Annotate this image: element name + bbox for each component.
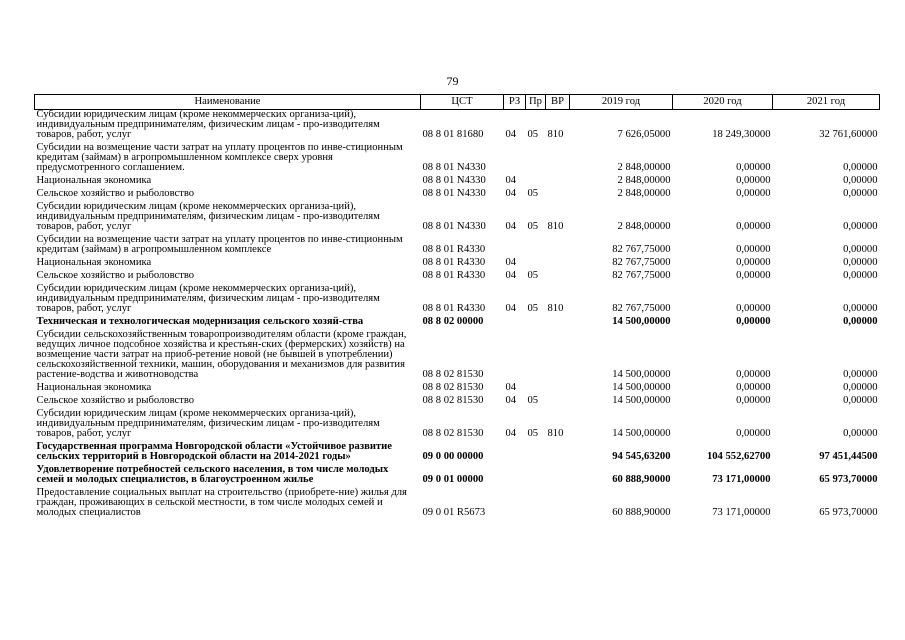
table-row: [35, 268, 880, 281]
table-row: [35, 327, 880, 380]
row-2019: 7 626,05000: [617, 129, 671, 140]
row-vr: 810: [547, 303, 564, 314]
row-pr: [526, 255, 546, 268]
table-row: [35, 232, 880, 255]
row-name: Субсидии юридическим лицам (кроме некоммерческих организа-ций), индивидуальным предпринимателям, физическим лицам - про-изводителям товаров, работ, услуг: [36, 109, 380, 140]
row-vr: [546, 327, 570, 380]
table-row: [35, 186, 880, 199]
row-rz: [504, 485, 526, 518]
table-row: [35, 281, 880, 314]
row-pr: 05: [527, 129, 539, 140]
row-2020: 73 171,00000: [712, 474, 771, 485]
row-2019: 94 545,63200: [612, 451, 671, 462]
row-pr: [526, 462, 546, 485]
row-2020: 18 249,30000: [712, 129, 771, 140]
row-vr: 810: [547, 221, 564, 232]
table-row: [35, 393, 880, 406]
row-name: Национальная экономика: [36, 175, 152, 186]
row-rz: 04: [505, 382, 517, 393]
row-name: Предоставление социальных выплат на строительство (приобрете-ние) жилья для граждан, проживающих в сельской местности, в том числе молодых семей и молодых специалистов: [36, 487, 407, 518]
row-name: Сельское хозяйство и рыболовство: [36, 188, 195, 199]
row-vr: [546, 186, 570, 199]
row-2019: 60 888,90000: [612, 474, 671, 485]
row-pr: [526, 232, 546, 255]
row-2019: 14 500,00000: [612, 428, 671, 439]
table-row: [35, 173, 880, 186]
row-2020: 0,00000: [736, 303, 771, 314]
row-pr: 05: [527, 395, 539, 406]
table-row: [35, 439, 880, 462]
row-cst: 09 0 00 00000: [422, 451, 484, 462]
row-2019: 2 848,00000: [617, 162, 671, 173]
row-name: Субсидии юридическим лицам (кроме некоммерческих организа-ций), индивидуальным предпринимателям, физическим лицам - про-изводителям товаров, работ, услуг: [36, 201, 380, 232]
table-row: [35, 380, 880, 393]
row-rz: 04: [505, 129, 517, 140]
row-2019: 2 848,00000: [617, 221, 671, 232]
row-vr: [546, 485, 570, 518]
row-cst: 08 8 01 R4330: [422, 303, 486, 314]
row-pr: 05: [527, 188, 539, 199]
row-name: Субсидии юридическим лицам (кроме некоммерческих организа-ций), индивидуальным предпринимателям, физическим лицам - про-изводителям товаров, работ, услуг: [36, 283, 380, 314]
row-cst: 08 8 01 R4330: [422, 244, 486, 255]
row-vr: [546, 268, 570, 281]
table-header-row: [35, 95, 880, 110]
row-2021: 65 973,70000: [819, 507, 878, 518]
row-rz: 04: [505, 257, 517, 268]
table-row: [35, 199, 880, 232]
row-cst: 08 8 02 00000: [422, 316, 484, 327]
row-pr: 05: [527, 270, 539, 281]
row-vr: [546, 255, 570, 268]
row-vr: [546, 232, 570, 255]
row-2019: 14 500,00000: [612, 316, 671, 327]
row-rz: 04: [505, 175, 517, 186]
row-pr: [526, 380, 546, 393]
row-rz: 04: [505, 303, 517, 314]
header-2020: 2020 год: [673, 95, 773, 110]
budget-table: [34, 94, 880, 518]
table-body: [35, 110, 880, 519]
row-2020: 0,00000: [736, 382, 771, 393]
row-2021: 65 973,70000: [819, 474, 878, 485]
row-vr: 810: [547, 428, 564, 439]
header-2019: 2019 год: [570, 95, 673, 110]
table-row: [35, 462, 880, 485]
row-pr: 05: [527, 303, 539, 314]
header-name: Наименование: [35, 95, 421, 110]
row-2021: 0,00000: [843, 428, 878, 439]
row-cst: 08 8 02 81530: [422, 428, 484, 439]
row-vr: [546, 462, 570, 485]
row-cst: 08 8 01 N4330: [422, 188, 486, 199]
row-rz: [504, 232, 526, 255]
table-row: [35, 485, 880, 518]
row-name: Национальная экономика: [36, 382, 152, 393]
table-row: [35, 110, 880, 141]
row-pr: [526, 327, 546, 380]
row-pr: [526, 439, 546, 462]
row-cst: 09 0 01 R5673: [422, 507, 486, 518]
page-number: 79: [446, 74, 459, 88]
row-rz: 04: [505, 395, 517, 406]
row-2020: 0,00000: [736, 428, 771, 439]
row-2020: 0,00000: [736, 244, 771, 255]
row-cst: 08 8 01 N4330: [422, 162, 486, 173]
table-row: [35, 314, 880, 327]
row-name: Сельское хозяйство и рыболовство: [36, 270, 195, 281]
row-2019: 14 500,00000: [612, 382, 671, 393]
row-name: Национальная экономика: [36, 257, 152, 268]
row-name: Удовлетворение потребностей сельского населения, в том числе молодых семей и молодых специалистов, в благоустроенном жилье: [36, 464, 389, 485]
row-vr: [546, 140, 570, 173]
row-2021: 0,00000: [843, 162, 878, 173]
row-rz: [504, 439, 526, 462]
row-cst: 08 8 01 81680: [422, 129, 484, 140]
row-pr: 05: [527, 221, 539, 232]
row-rz: [504, 462, 526, 485]
row-cst: 08 8 01 N4330: [422, 175, 486, 186]
table-row: [35, 406, 880, 439]
row-2021: 0,00000: [843, 257, 878, 268]
row-2020: 0,00000: [736, 221, 771, 232]
row-2020: 73 171,00000: [712, 507, 771, 518]
row-rz: [504, 140, 526, 173]
table-row: [35, 255, 880, 268]
row-cst: 09 0 01 00000: [422, 474, 484, 485]
row-pr: [526, 314, 546, 327]
row-2019: 14 500,00000: [612, 395, 671, 406]
row-name: Государственная программа Новгородской области «Устойчивое развитие сельских территорий в Новгородской области на 2014-2021 годы»: [36, 441, 392, 462]
row-2021: 0,00000: [843, 369, 878, 380]
row-cst: 08 8 02 81530: [422, 382, 484, 393]
row-2020: 0,00000: [736, 270, 771, 281]
row-cst: 08 8 01 R4330: [422, 270, 486, 281]
header-rz: РЗ: [504, 95, 526, 110]
row-2020: 0,00000: [736, 188, 771, 199]
row-pr: [526, 140, 546, 173]
row-2021: 0,00000: [843, 270, 878, 281]
row-rz: 04: [505, 188, 517, 199]
row-2020: 0,00000: [736, 369, 771, 380]
row-2019: 82 767,75000: [612, 257, 671, 268]
header-vr: ВР: [546, 95, 570, 110]
table-row: [35, 140, 880, 173]
row-rz: 04: [505, 428, 517, 439]
row-2021: 0,00000: [843, 188, 878, 199]
row-pr: [526, 173, 546, 186]
row-2020: 0,00000: [736, 395, 771, 406]
row-2021: 32 761,60000: [819, 129, 878, 140]
row-name: Субсидии юридическим лицам (кроме некоммерческих организа-ций), индивидуальным предпринимателям, физическим лицам - про-изводителям товаров, работ, услуг: [36, 408, 380, 439]
row-pr: 05: [527, 428, 539, 439]
row-rz: 04: [505, 270, 517, 281]
row-2021: 0,00000: [843, 175, 878, 186]
header-2021: 2021 год: [773, 95, 880, 110]
row-2019: 60 888,90000: [612, 507, 671, 518]
row-pr: [526, 485, 546, 518]
row-2021: 0,00000: [843, 303, 878, 314]
row-name: Субсидии на возмещение части затрат на уплату процентов по инве-стиционным кредитам (займам) в агропромышленном комплексе сверх уровня предусмотренного соглашением.: [36, 142, 403, 173]
row-vr: [546, 173, 570, 186]
row-2020: 0,00000: [736, 316, 771, 327]
row-vr: [546, 380, 570, 393]
row-name: Техническая и технологическая модернизация сельского хозяй-ства: [36, 316, 364, 327]
row-vr: 810: [547, 129, 564, 140]
row-cst: 08 8 02 81530: [422, 395, 484, 406]
row-2020: 104 552,62700: [706, 451, 771, 462]
row-2021: 0,00000: [843, 221, 878, 232]
row-2019: 14 500,00000: [612, 369, 671, 380]
row-2021: 0,00000: [843, 244, 878, 255]
row-rz: 04: [505, 221, 517, 232]
row-name: Сельское хозяйство и рыболовство: [36, 395, 195, 406]
row-2020: 0,00000: [736, 257, 771, 268]
row-2020: 0,00000: [736, 162, 771, 173]
row-rz: [504, 327, 526, 380]
row-2021: 0,00000: [843, 382, 878, 393]
row-2021: 0,00000: [843, 395, 878, 406]
header-cst: ЦСТ: [421, 95, 504, 110]
header-pr: Пр: [526, 95, 546, 110]
row-name: Субсидии сельскохозяйственным товаропроизводителям области (кроме граждан, ведущих личное подсобное хозяйства и крестьян-ских (фермерских) хозяйств) на возмещение части затрат на приоб-ретение новой (не бывшей в употреблении) сельскохозяйственной техники, машин, оборудования и механизмов для развития растение-водства и животноводства: [36, 329, 407, 380]
row-2020: 0,00000: [736, 175, 771, 186]
row-vr: [546, 439, 570, 462]
row-vr: [546, 314, 570, 327]
row-cst: 08 8 02 81530: [422, 369, 484, 380]
row-cst: 08 8 01 N4330: [422, 221, 486, 232]
row-name: Субсидии на возмещение части затрат на уплату процентов по инве-стиционным кредитам (займам) в агропромышленном комплексе: [36, 234, 403, 255]
row-2019: 82 767,75000: [612, 244, 671, 255]
row-2021: 97 451,44500: [819, 451, 878, 462]
row-2019: 2 848,00000: [617, 188, 671, 199]
row-rz: [504, 314, 526, 327]
row-2021: 0,00000: [843, 316, 878, 327]
row-vr: [546, 393, 570, 406]
row-cst: 08 8 01 R4330: [422, 257, 486, 268]
row-2019: 2 848,00000: [617, 175, 671, 186]
row-2019: 82 767,75000: [612, 303, 671, 314]
row-2019: 82 767,75000: [612, 270, 671, 281]
